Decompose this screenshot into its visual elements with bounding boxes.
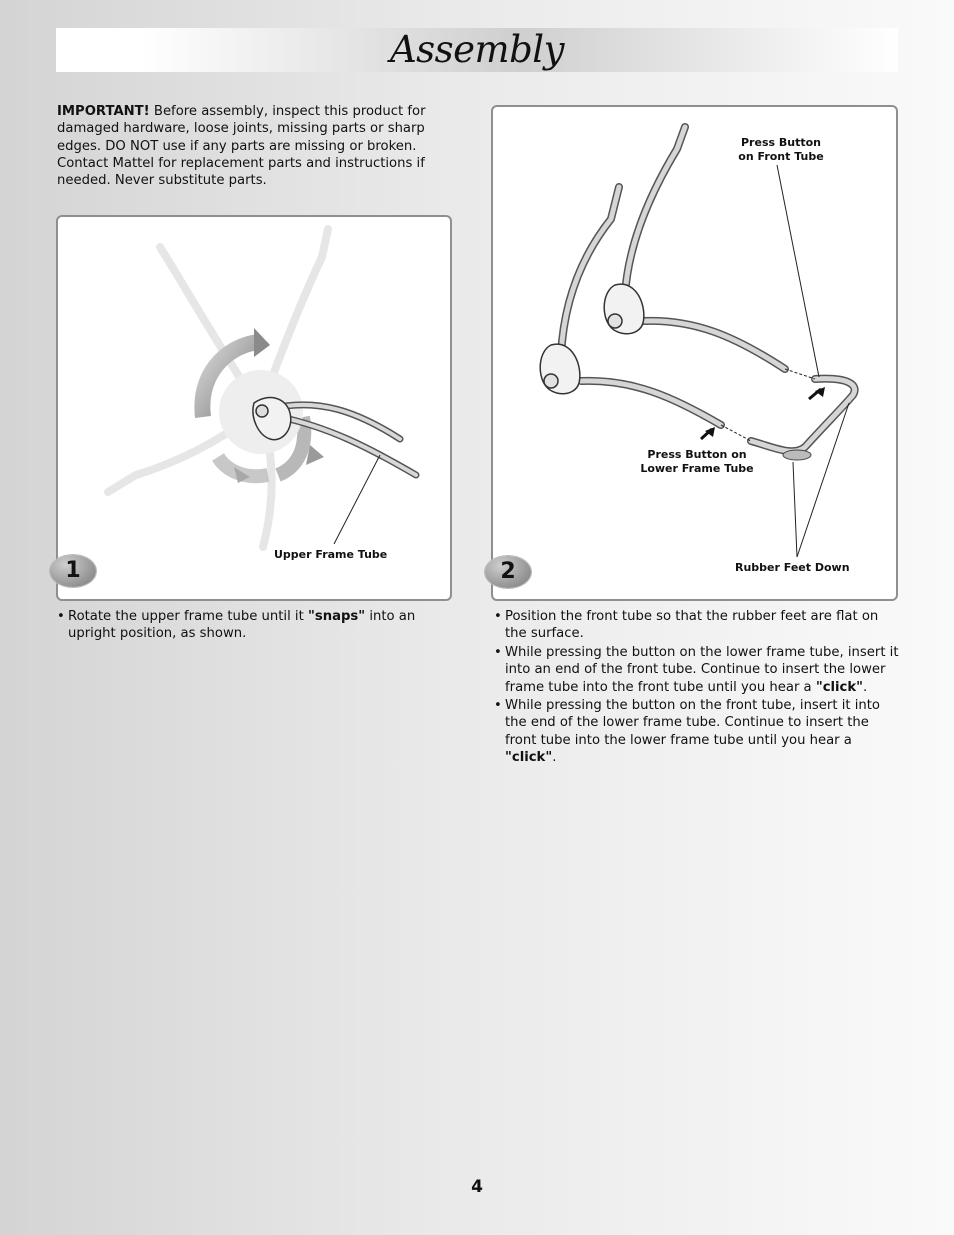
title-bar <box>56 28 898 72</box>
press-button-front-line-2: on Front Tube <box>738 150 824 163</box>
important-text: Before assembly, inspect this product for damaged hardware, loose joints, missing parts or sharp edges. DO NOT use if any parts are missing or broken. Contact Mattel for replacement parts and instructions if needed. Never substitute parts. <box>57 104 426 189</box>
step1-illustration <box>58 217 450 599</box>
front-tube <box>751 379 855 452</box>
list-item: • Rotate the upper frame tube until it "snaps" into an upright position, as shown. <box>57 609 416 642</box>
step1-instructions <box>57 608 467 644</box>
press-button-lower-line-2: Lower Frame Tube <box>640 462 754 475</box>
important-notice <box>57 103 432 189</box>
important-label: IMPORTANT! <box>57 104 150 119</box>
page-number: 4 <box>471 1177 483 1197</box>
step1-illustration-panel <box>56 215 452 601</box>
list-item: • Position the front tube so that the rubber feet are flat on the surface. <box>494 609 879 642</box>
step2-illustration <box>493 107 896 599</box>
upper-frame-tube-label: Upper Frame Tube <box>274 548 388 561</box>
list-item: • While pressing the button on the front tube, insert it into the end of the lower frame tube. Continue to insert the front tube into the lower frame tube until you hear a "click". <box>494 698 880 766</box>
press-button-front-tube-label <box>736 136 826 164</box>
callout-lines <box>777 165 849 557</box>
step2-illustration-panel <box>491 105 898 601</box>
insertion-arrows <box>721 369 815 441</box>
rubber-foot <box>783 450 811 460</box>
press-button-front-line-1: Press Button <box>741 136 821 149</box>
step-2-badge: 2 <box>485 556 531 588</box>
rubber-feet-down-label: Rubber Feet Down <box>735 561 850 574</box>
page-title: Assembly <box>389 28 565 71</box>
press-button-lower-line-1: Press Button on <box>647 448 747 461</box>
step2-instructions <box>494 608 899 768</box>
press-arrow-icons <box>701 387 825 439</box>
press-button-lower-tube-label <box>637 448 757 476</box>
lower-frame-tubes <box>581 321 785 425</box>
step-1-badge: 1 <box>50 555 96 587</box>
list-item: • While pressing the button on the lower frame tube, insert it into an end of the front tube. Continue to insert the lower frame tube into the front tube until you hear a "click". <box>494 644 899 695</box>
callout-line <box>334 455 380 544</box>
